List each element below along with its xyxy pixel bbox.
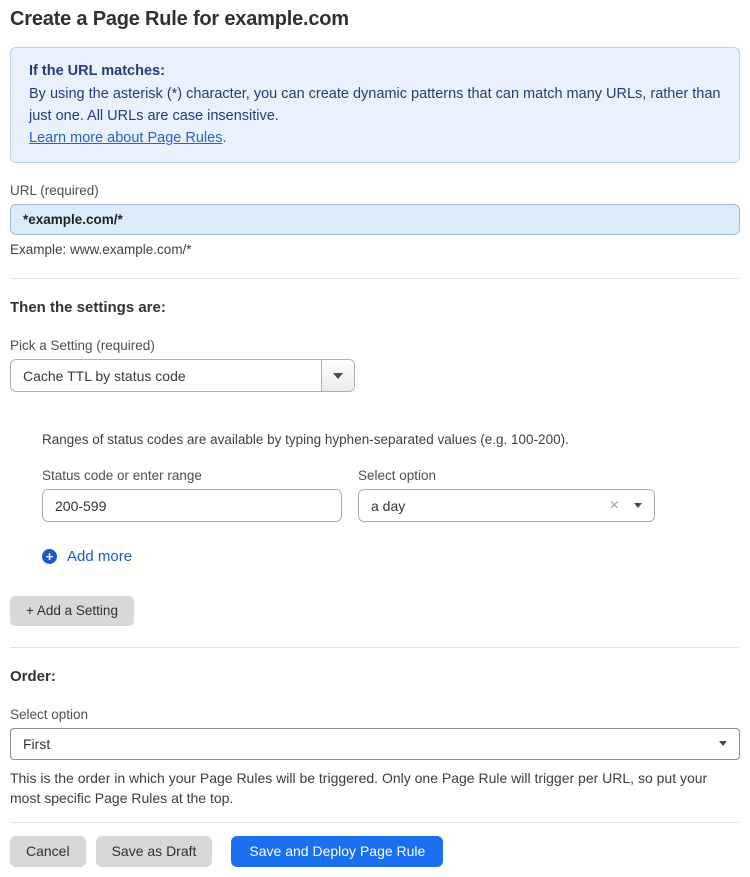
save-as-draft-button[interactable]: Save as Draft [96, 836, 213, 867]
pick-setting-label: Pick a Setting (required) [10, 338, 155, 353]
order-select[interactable] [10, 728, 740, 760]
add-more-label: Add more [67, 548, 133, 565]
order-select-value: First [23, 735, 51, 752]
cancel-button[interactable]: Cancel [10, 836, 86, 867]
add-setting-button[interactable]: + Add a Setting [10, 596, 134, 626]
save-and-deploy-button[interactable]: Save and Deploy Page Rule [231, 836, 443, 867]
url-match-info-box [10, 47, 740, 163]
ttl-select-value: a day [371, 497, 406, 514]
pick-setting-value: Cache TTL by status code [23, 367, 186, 384]
status-code-field [42, 468, 342, 522]
chevron-down-icon [719, 741, 727, 746]
order-description: This is the order in which your Page Rules will be triggered. Only one Page Rule will trigger per URL, so put your most specific Page Rules at the top. [10, 769, 708, 806]
info-box-link-line [29, 127, 721, 149]
ttl-fields-row [42, 468, 740, 522]
divider [10, 278, 740, 279]
url-section [10, 183, 740, 257]
info-box-body: By using the asterisk (*) character, you can create dynamic patterns that can match many URLs, rather than just one. All URLs are case insensitive. [29, 86, 721, 124]
status-code-input[interactable] [42, 489, 342, 522]
chevron-down-icon [333, 373, 343, 379]
learn-more-link[interactable]: Learn more about Page Rules [29, 130, 223, 146]
ttl-select-label: Select option [358, 468, 437, 483]
url-input[interactable] [10, 204, 740, 235]
order-heading: Order: [10, 667, 56, 685]
ttl-select-field [358, 468, 655, 522]
ttl-select[interactable] [358, 489, 655, 522]
clear-icon[interactable]: × [609, 496, 619, 514]
info-box-heading: If the URL matches: [29, 63, 165, 79]
url-label: URL (required) [10, 183, 99, 198]
settings-heading: Then the settings are: [10, 299, 166, 316]
divider [10, 822, 740, 823]
add-more-link[interactable] [42, 548, 132, 565]
order-select-label: Select option [10, 706, 89, 722]
order-section [10, 668, 740, 808]
url-example-text: Example: www.example.com/* [10, 242, 192, 257]
pick-setting-select[interactable] [10, 359, 355, 392]
page-title: Create a Page Rule for example.com [10, 8, 349, 30]
cache-ttl-subsection [42, 432, 740, 566]
divider [10, 647, 740, 648]
plus-circle-icon: + [42, 549, 57, 564]
settings-section [10, 299, 740, 626]
status-code-label: Status code or enter range [42, 468, 202, 483]
range-hint-text: Ranges of status codes are available by typing hyphen-separated values (e.g. 100-200). [42, 432, 569, 447]
pick-setting-arrow-button[interactable] [321, 360, 354, 391]
link-suffix: . [222, 130, 227, 146]
chevron-down-icon [634, 503, 642, 508]
